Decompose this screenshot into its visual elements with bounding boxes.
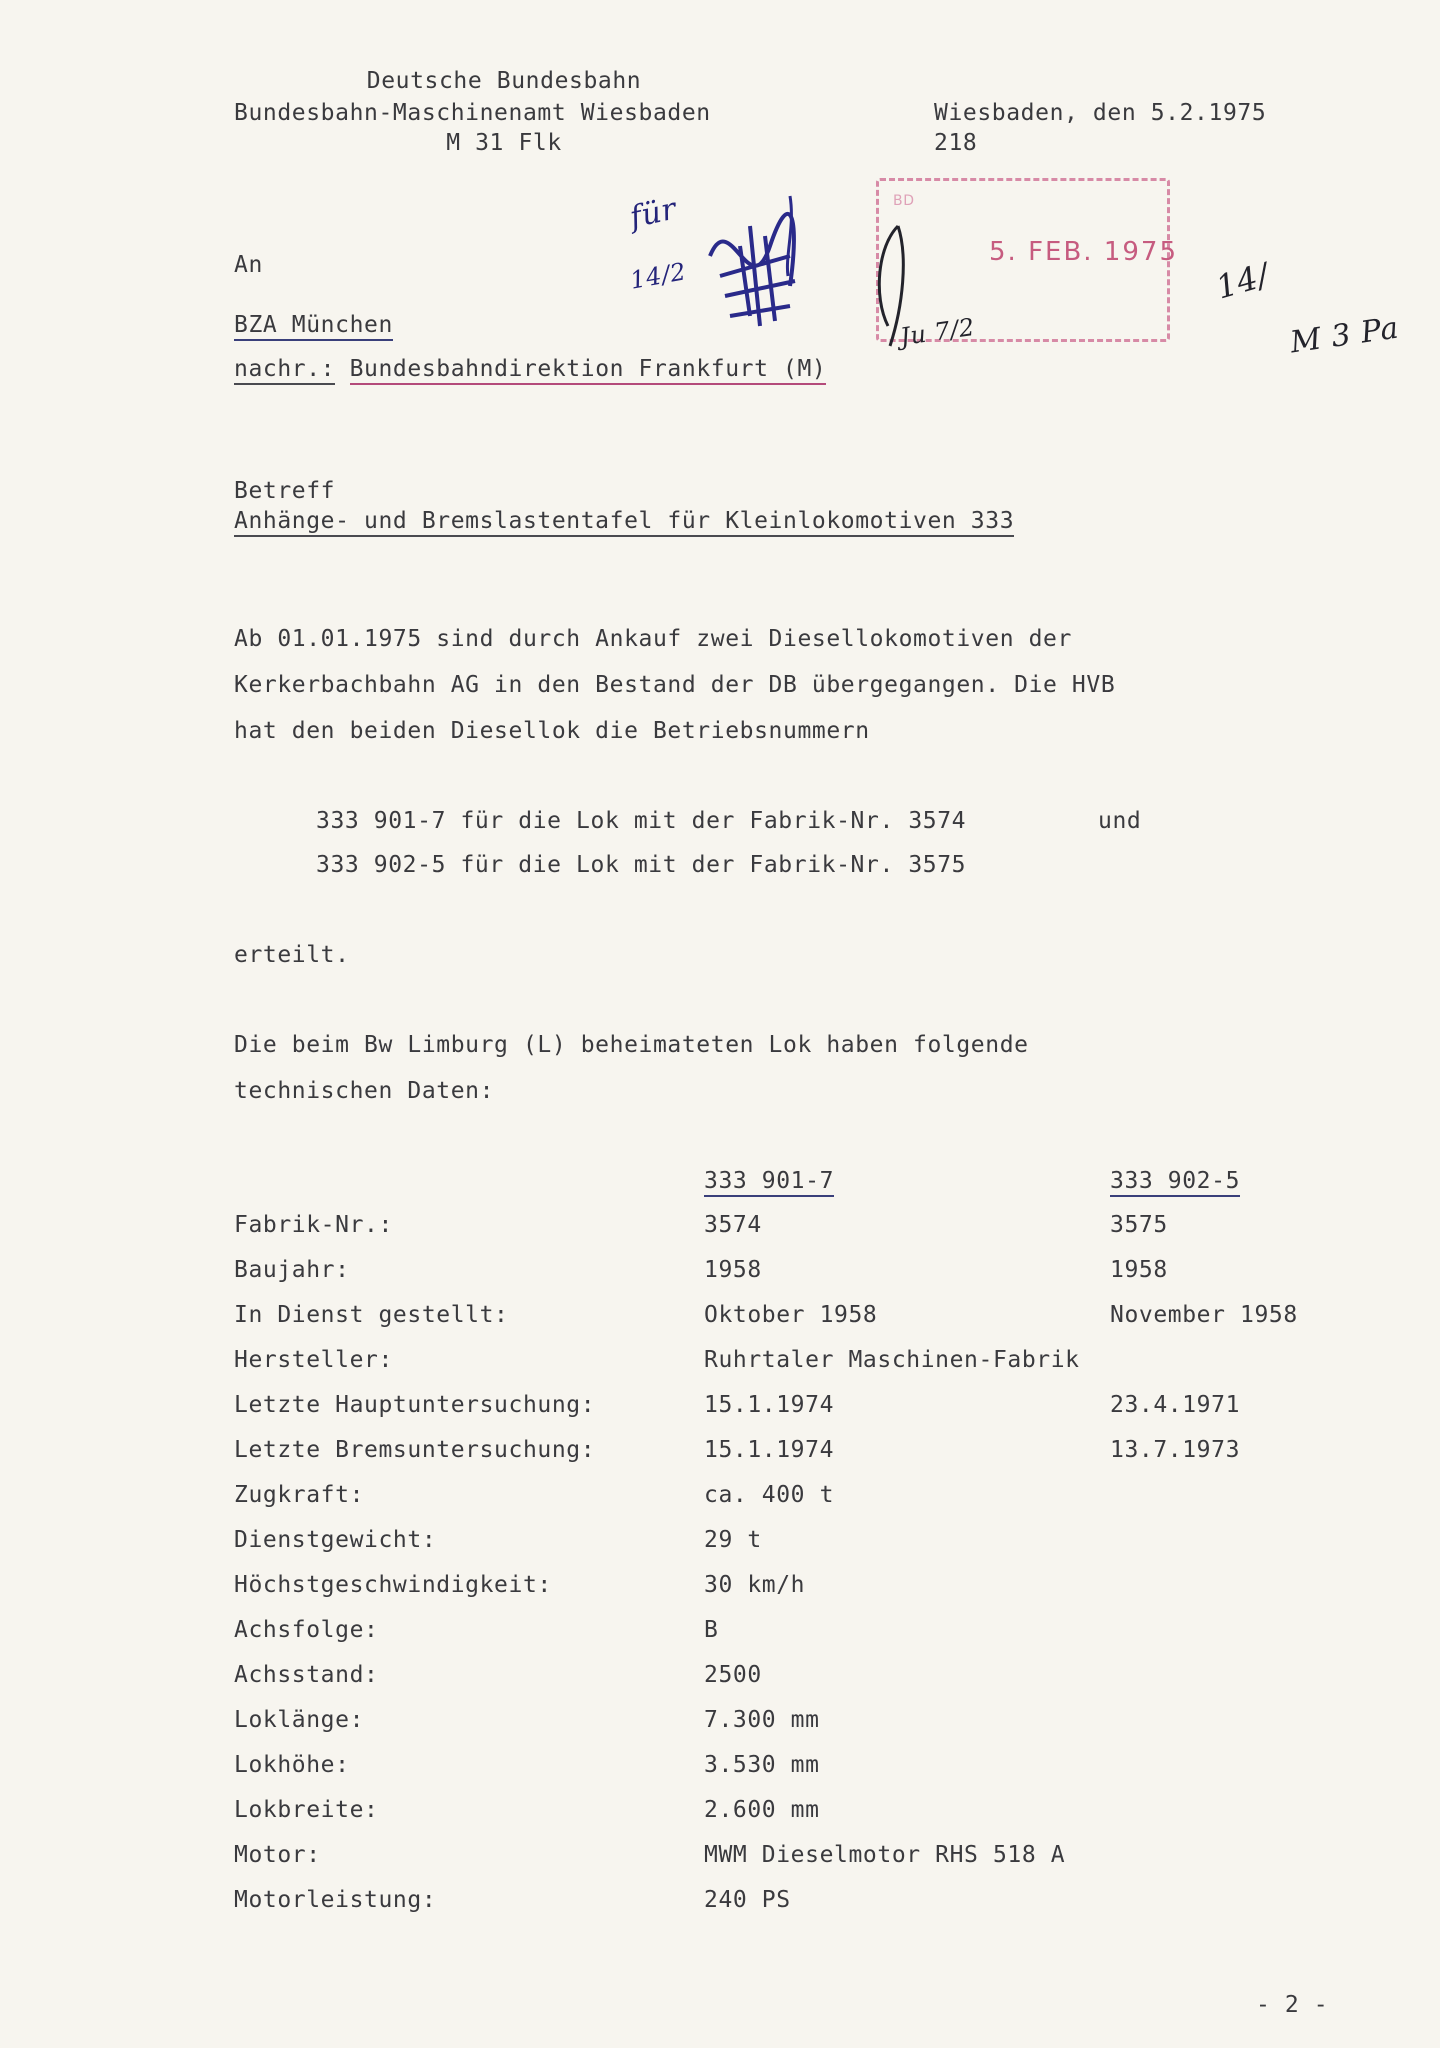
- row-value-2: 13.7.1973: [1110, 1437, 1241, 1463]
- row-value-1: 15.1.1974: [704, 1392, 835, 1418]
- row-label: Baujahr:: [234, 1257, 350, 1283]
- recipient: [234, 310, 393, 340]
- address-label: An: [234, 252, 263, 278]
- org-reference: M 31 Flk: [446, 130, 562, 156]
- row-value-1: 29 t: [704, 1527, 762, 1553]
- number-assignment-1: 333 901-7 für die Lok mit der Fabrik-Nr. 3574: [316, 808, 967, 834]
- row-label: Motorleistung:: [234, 1887, 437, 1913]
- cc-line: [234, 354, 826, 384]
- body-erteilt: erteilt.: [234, 942, 350, 968]
- row-label: In Dienst gestellt:: [234, 1302, 509, 1328]
- handwritten-file-code: M 3 Pa: [1288, 310, 1402, 361]
- row-label: Motor:: [234, 1842, 321, 1868]
- row-label: Höchstgeschwindigkeit:: [234, 1572, 552, 1598]
- subject-underlined: Anhänge- und Bremslastentafel für Kleinlokomotiven 333: [234, 508, 1014, 537]
- row-label: Lokhöhe:: [234, 1752, 350, 1778]
- row-value-1: 240 PS: [704, 1887, 791, 1913]
- row-value-1: MWM Dieselmotor RHS 518 A: [704, 1842, 1066, 1868]
- stamp-date: 5. FEB. 1975: [989, 237, 1178, 267]
- table-header-col2: [1110, 1166, 1240, 1196]
- table-header-col1: [704, 1166, 834, 1196]
- row-value-2: 1958: [1110, 1257, 1168, 1283]
- row-value-2: 3575: [1110, 1212, 1168, 1238]
- row-value-1: 7.300 mm: [704, 1707, 820, 1733]
- place-date: Wiesbaden, den 5.2.1975: [934, 100, 1267, 126]
- row-label: Loklänge:: [234, 1707, 365, 1733]
- loco-number-1: 333 901-7: [704, 1168, 834, 1197]
- handwritten-note-fuer: für: [626, 191, 680, 236]
- loco-number-2: 333 902-5: [1110, 1168, 1240, 1197]
- row-label: Achsfolge:: [234, 1617, 379, 1643]
- row-label: Letzte Hauptuntersuchung:: [234, 1392, 596, 1418]
- handwritten-note-date: 14/2: [627, 257, 689, 295]
- row-value-1: Ruhrtaler Maschinen-Fabrik: [704, 1347, 1080, 1373]
- row-value-1: ca. 400 t: [704, 1482, 835, 1508]
- row-label: Dienstgewicht:: [234, 1527, 437, 1553]
- body-line: Die beim Bw Limburg (L) beheimateten Lok haben folgende: [234, 1032, 1029, 1058]
- number-assignment-2: 333 902-5 für die Lok mit der Fabrik-Nr. 3575: [316, 852, 967, 878]
- row-value-1: 15.1.1974: [704, 1437, 835, 1463]
- row-value-1: 1958: [704, 1257, 762, 1283]
- body-line: Kerkerbachbahn AG in den Bestand der DB übergegangen. Die HVB: [234, 672, 1116, 698]
- row-value-1: 3.530 mm: [704, 1752, 820, 1778]
- row-label: Hersteller:: [234, 1347, 393, 1373]
- row-value-2: 23.4.1971: [1110, 1392, 1241, 1418]
- row-label: Zugkraft:: [234, 1482, 365, 1508]
- body-line: hat den beiden Diesellok die Betriebsnummern: [234, 718, 870, 744]
- row-value-2: November 1958: [1110, 1302, 1298, 1328]
- org-office: Bundesbahn-Maschinenamt Wiesbaden: [234, 100, 711, 126]
- conjunction-und: und: [1098, 808, 1142, 834]
- page-marker: - 2 -: [1256, 1992, 1329, 2018]
- body-line: Ab 01.01.1975 sind durch Ankauf zwei Diesellokomotiven der: [234, 626, 1072, 652]
- row-value-1: B: [704, 1617, 719, 1643]
- row-label: Lokbreite:: [234, 1797, 379, 1823]
- signature-scribble: [690, 186, 810, 336]
- row-label: Letzte Bremsuntersuchung:: [234, 1437, 596, 1463]
- document-number: 218: [934, 130, 978, 156]
- row-value-1: 2.600 mm: [704, 1797, 820, 1823]
- subject-text: [234, 506, 1014, 536]
- body-line: technischen Daten:: [234, 1078, 495, 1104]
- row-label: Achsstand:: [234, 1662, 379, 1688]
- subject-label: Betreff: [234, 478, 336, 504]
- row-value-1: Oktober 1958: [704, 1302, 878, 1328]
- row-value-1: 3574: [704, 1212, 762, 1238]
- row-value-1: 2500: [704, 1662, 762, 1688]
- cc-recipient: Bundesbahndirektion Frankfurt (M): [350, 356, 827, 385]
- handwritten-reference: 14/: [1211, 255, 1274, 307]
- stamp-header: BD: [893, 193, 915, 209]
- row-label: Fabrik-Nr.:: [234, 1212, 393, 1238]
- org-name: Deutsche Bundesbahn: [366, 68, 642, 94]
- handwritten-initials: Ju 7/2: [898, 312, 977, 352]
- recipient-name: BZA München: [234, 312, 393, 341]
- row-value-1: 30 km/h: [704, 1572, 806, 1598]
- cc-label: nachr.:: [234, 356, 335, 385]
